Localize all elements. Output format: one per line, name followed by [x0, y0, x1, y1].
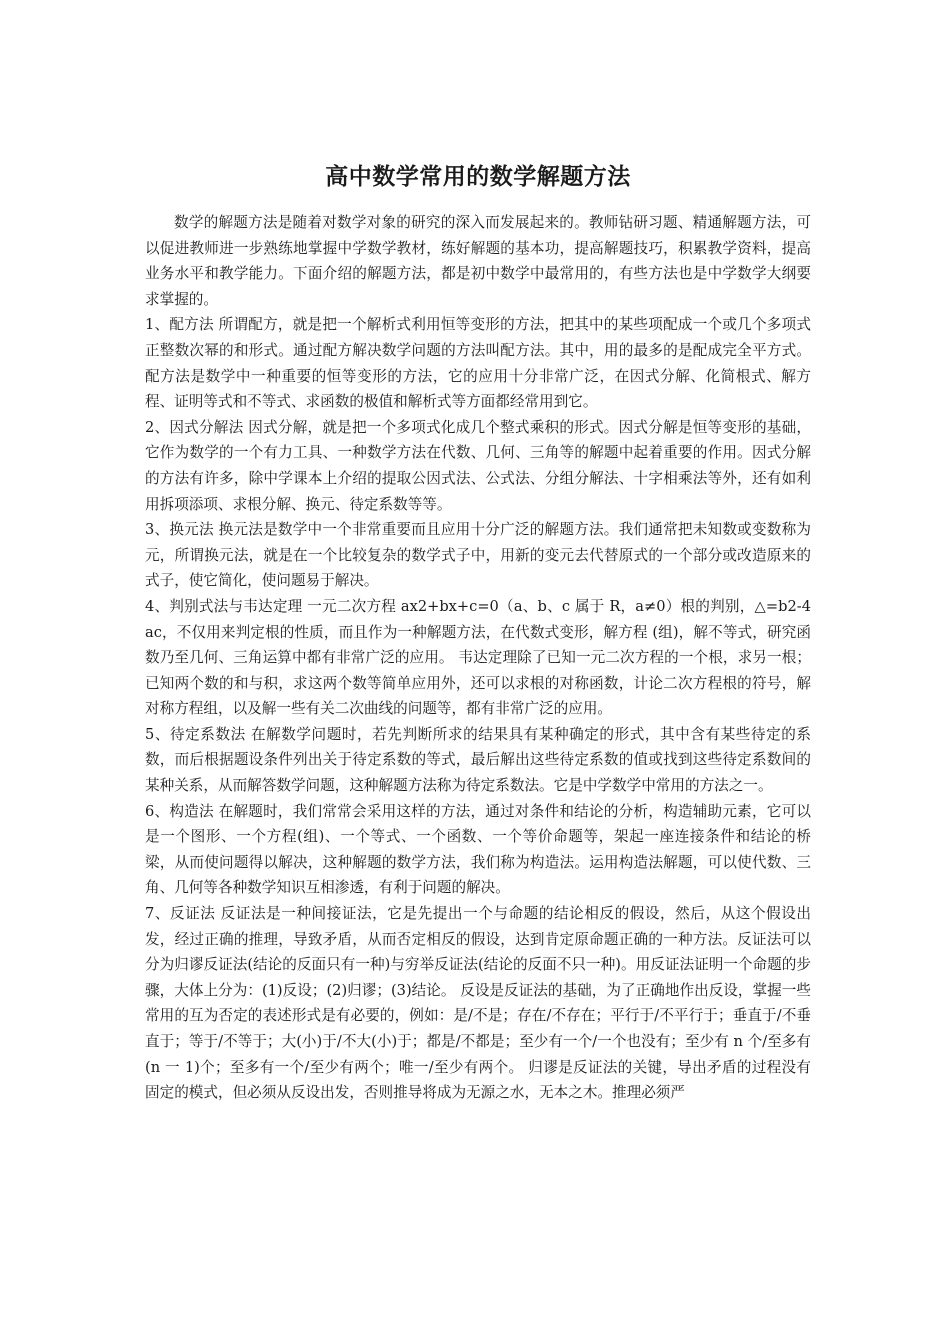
method-paragraph-5: 5、待定系数法 在解数学问题时，若先判断所求的结果具有某种确定的形式，其中含有某些待定的系数，而后根据题设条件列出关于待定系数的等式，最后解出这些待定系数的值或找到这些待定系数间的某种关系，从而解答数学问题，这种解题方法称为待定系数法。它是中学数学中常用的方法之一。	[145, 725, 811, 795]
method-paragraph-7: 7、反证法 反证法是一种间接证法，它是先提出一个与命题的结论相反的假设，然后，从这个假设出发，经过正确的推理，导致矛盾，从而否定相反的假设，达到肯定原命题正确的一种方法。反证法可以分为归谬反证法(结论的反面只有一种)与穷举反证法(结论的反面不只一种)。用反证法证明一个命题的步骤，大体上分为：(1)反设；(2)归谬；(3)结论。 反设是反证法的基础，为了正确地作出反设，掌握一些常用的互为否定的表述形式是有必要的，例如：是/不是；存在/不存在；平行于/不平行于；垂直于/不垂直于；等于/不等于；大(小)于/不大(小)于；都是/不都是；至少有一个/一个也没有；至少有 n 个/至多有(n 一 1)个；至多有一个/至少有两个；唯一/至少有两个。 归谬是反证法的关键，导出矛盾的过程没有固定的模式，但必须从反设出发，否则推导将成为无源之水，无本之木。推理必须严	[145, 905, 811, 1102]
intro-paragraph: 数学的解题方法是随着对数学对象的研究的深入而发展起来的。教师钻研习题、精通解题方法，可以促进教师进一步熟练地掌握中学数学教材，练好解题的基本功，提高解题技巧，积累教学资料，提高业务水平和教学能力。下面介绍的解题方法，都是初中数学中最常用的，有些方法也是中学数学大纲要求掌握的。	[145, 214, 811, 308]
document-page	[145, 150, 811, 1106]
method-paragraph-3: 3、换元法 换元法是数学中一个非常重要而且应用十分广泛的解题方法。我们通常把未知数或变数称为元，所谓换元法，就是在一个比较复杂的数学式子中，用新的变元去代替原式的一个部分或改造原来的式子，使它简化，使问题易于解决。	[145, 521, 811, 590]
method-paragraph-4: 4、判别式法与韦达定理 一元二次方程 ax2+bx+c=0（a、b、c 属于 R，a≠0）根的判别，△=b2-4ac，不仅用来判定根的性质，而且作为一种解题方法，在代数式变形，解方程 (组)，解不等式，研究函数乃至几何、三角运算中都有非常广泛的应用。 韦达定理除了已知一元二次方程的一个根，求另一根；已知两个数的和与积，求这两个数等简单应用外，还可以求根的对称函数，计论二次方程根的符号，解对称方程组，以及解一些有关二次曲线的问题等，都有非常广泛的应用。	[145, 597, 811, 718]
method-paragraph-1: 1、配方法 所谓配方，就是把一个解析式利用恒等变形的方法，把其中的某些项配成一个或几个多项式正整数次幂的和形式。通过配方解决数学问题的方法叫配方法。其中，用的最多的是配成完全平方式。配方法是数学中一种重要的恒等变形的方法，它的应用十分非常广泛，在因式分解、化简根式、解方程、证明等式和不等式、求函数的极值和解析式等方面都经常用到它。	[145, 316, 811, 411]
document-title: 高中数学常用的数学解题方法	[325, 163, 631, 190]
method-paragraph-6: 6、构造法 在解题时，我们常常会采用这样的方法，通过对条件和结论的分析，构造辅助元素，它可以是一个图形、一个方程(组)、一个等式、一个函数、一个等价命题等，架起一座连接条件和结论的桥梁，从而使问题得以解决，这种解题的数学方法，我们称为构造法。运用构造法解题，可以使代数、三角、几何等各种数学知识互相渗透，有利于问题的解决。	[145, 802, 811, 897]
method-paragraph-2: 2、因式分解法 因式分解，就是把一个多项式化成几个整式乘积的形式。因式分解是恒等变形的基础，它作为数学的一个有力工具、一种数学方法在代数、几何、三角等的解题中起着重要的作用。因式分解的方法有许多，除中学课本上介绍的提取公因式法、公式法、分组分解法、十字相乘法等外，还有如利用拆项添项、求根分解、换元、待定系数等等。	[145, 418, 811, 513]
